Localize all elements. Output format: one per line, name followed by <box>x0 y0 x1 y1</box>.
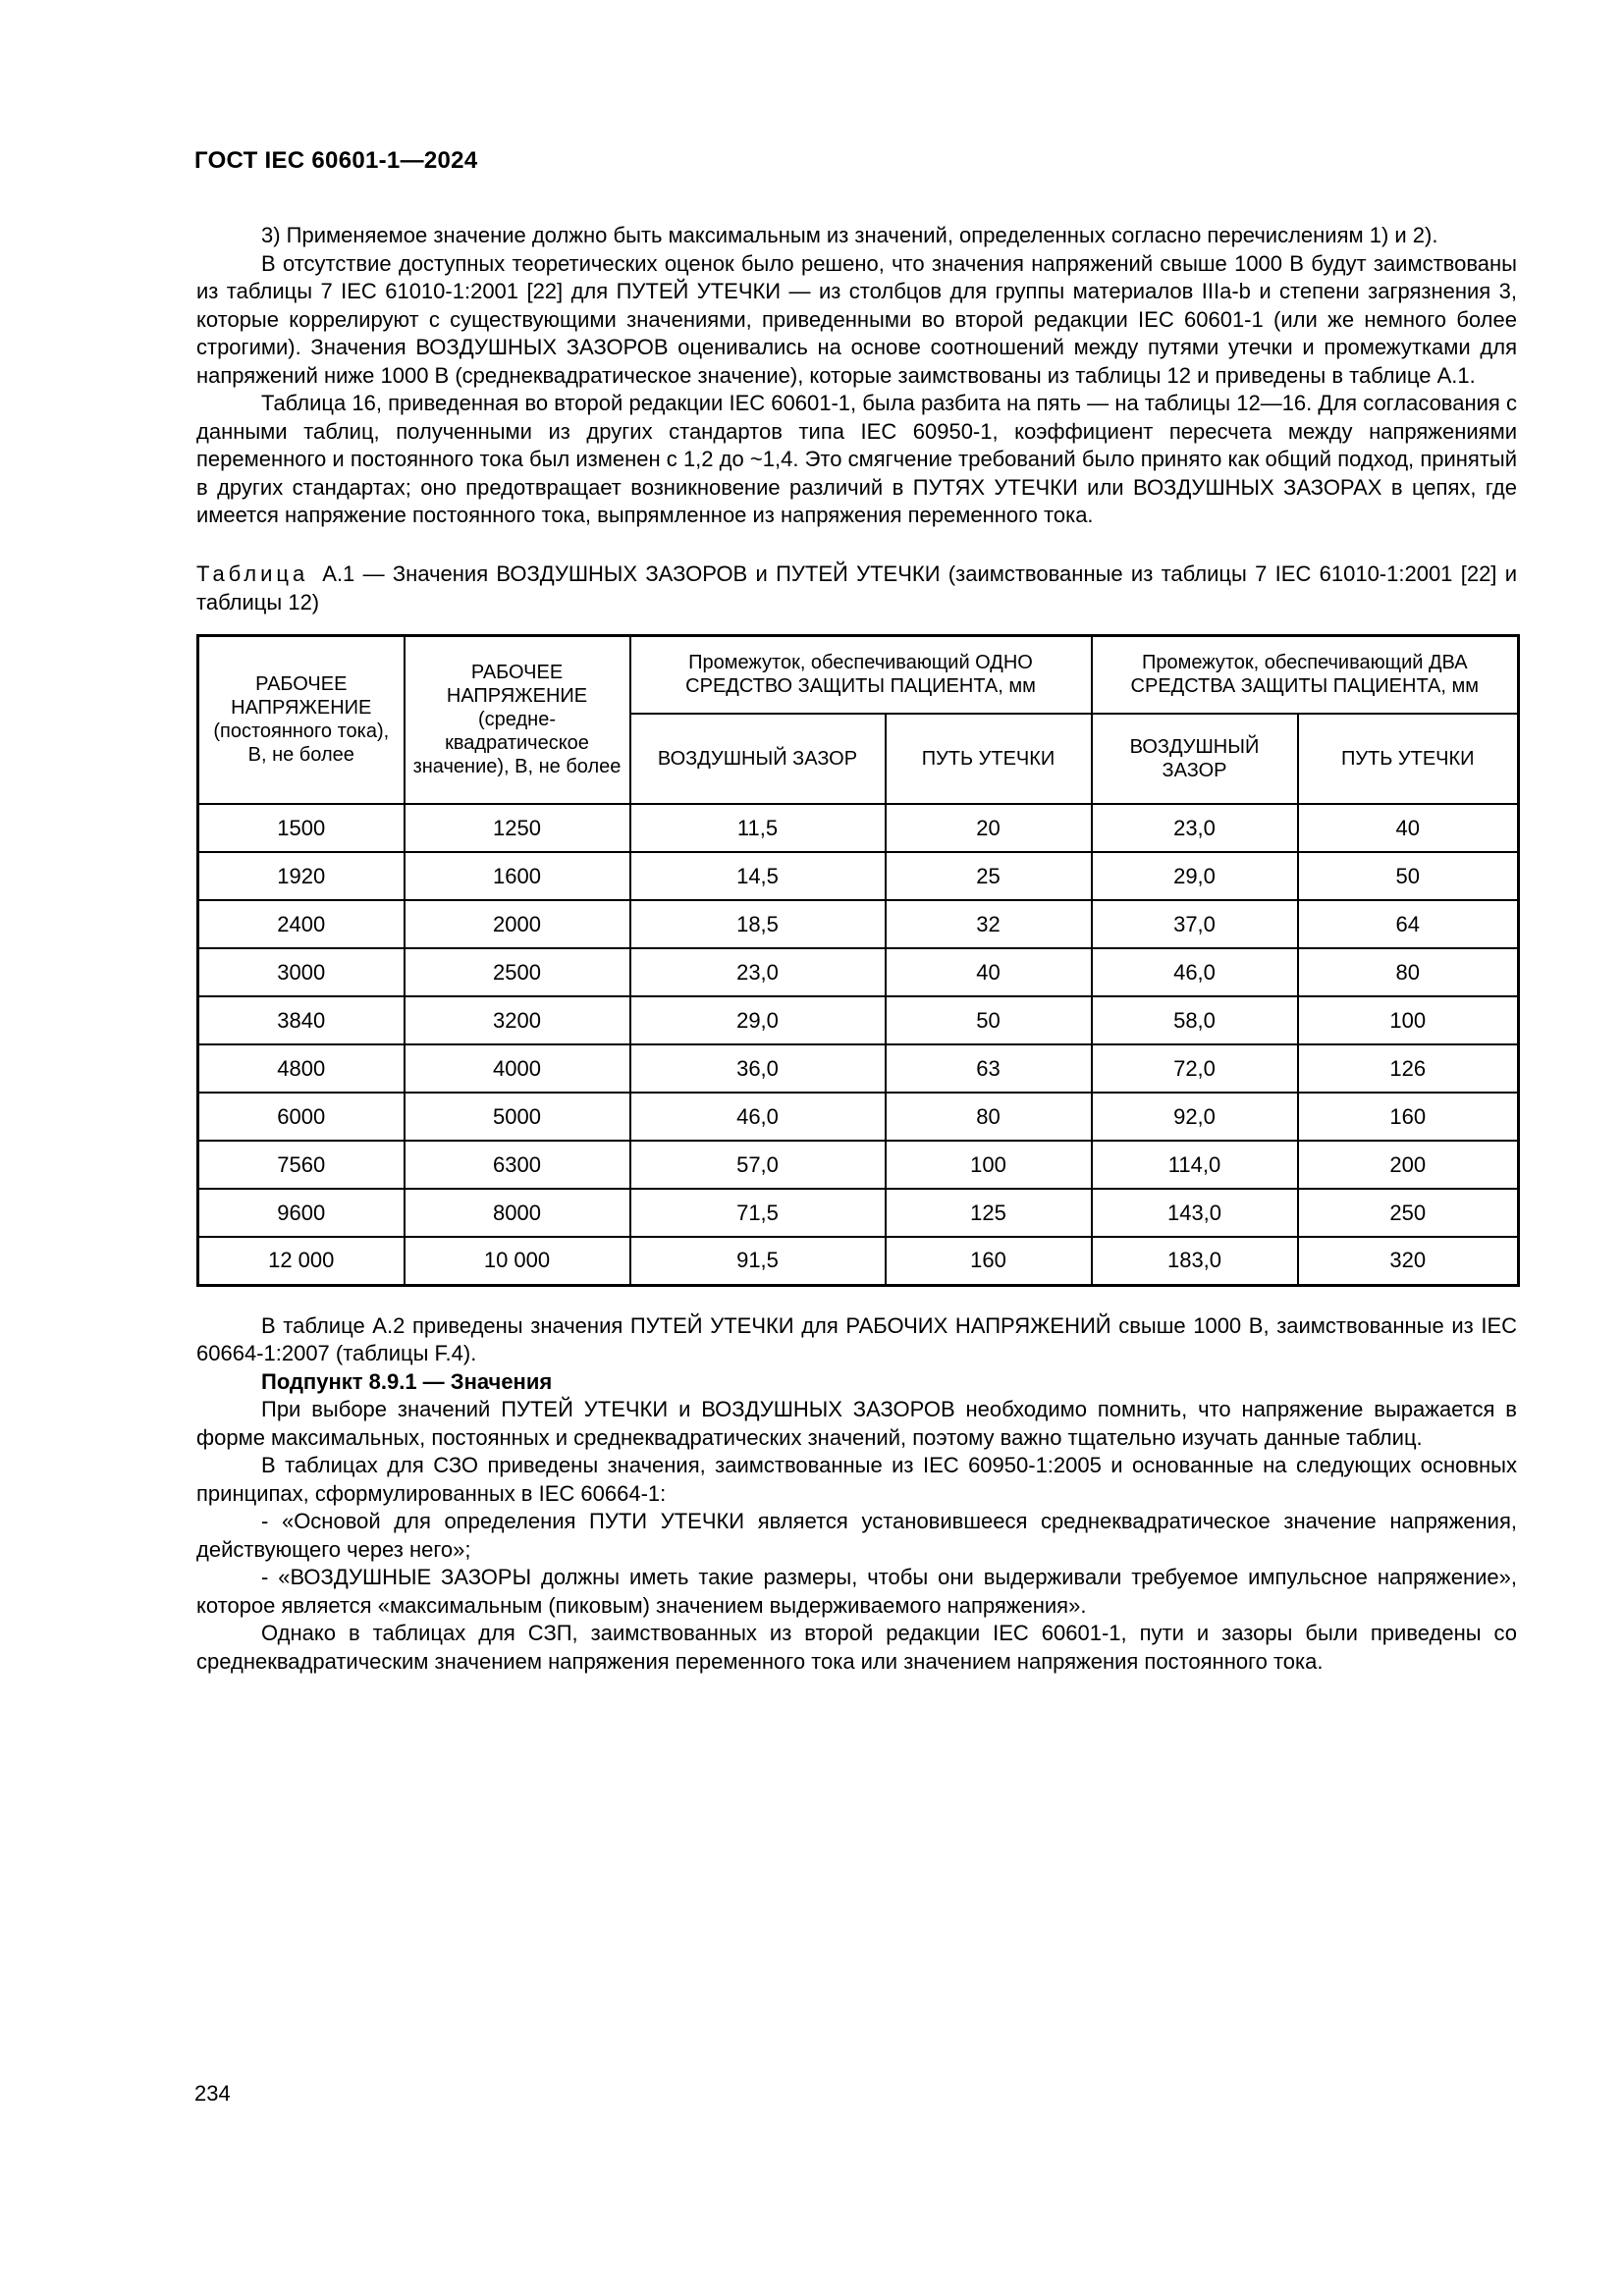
table-row <box>198 1237 1519 1285</box>
subheader-air-clearance-one: ВОЗДУШНЫЙ ЗАЗОР <box>630 714 886 804</box>
cell-dc-voltage: 2400 <box>198 900 405 948</box>
cell-dc-voltage: 9600 <box>198 1189 405 1237</box>
cell-air-clearance-two: 72,0 <box>1092 1044 1298 1093</box>
cell-air-clearance-one: 36,0 <box>630 1044 886 1093</box>
paragraph-voltage-sources: В отсутствие доступных теоретических оценок было решено, что значения напряжений свыше 1000 В будут заимствованы из таблицы 7 IEC 61010-1:2001 [22] для ПУТЕЙ УТЕЧКИ — из столбцов для группы материалов IIIa-b и степени загрязнения 3, которые коррелируют с существующими значениями, приведенными во второй редакции IEC 60601-1 (или же немного более строгими). Значения ВОЗДУШНЫХ ЗАЗОРОВ оценивались на основе соотношений между путями утечки и промежутками для напряжений ниже 1000 В (среднеквадратическое значение), которые заимствованы из таблицы 12 и приведены в таблице А.1. <box>196 250 1517 388</box>
group-header-one-means-of-protection: Промежуток, обеспечивающий ОДНО СРЕДСТВО ЗАЩИТЫ ПАЦИЕНТА, мм <box>630 635 1092 714</box>
table-row <box>198 804 1519 852</box>
cell-rms-voltage: 1250 <box>405 804 630 852</box>
paragraph-creepage-principle: - «Основой для определения ПУТИ УТЕЧКИ является установившееся среднеквадратическое значение напряжения, действующего через него»; <box>196 1509 1517 1562</box>
cell-air-clearance-two: 37,0 <box>1092 900 1298 948</box>
page-number: 234 <box>194 2081 231 2106</box>
table-row <box>198 852 1519 900</box>
table-caption <box>196 560 1517 616</box>
table-caption-text: А.1 — Значения ВОЗДУШНЫХ ЗАЗОРОВ и ПУТЕЙ УТЕЧКИ (заимствованные из таблицы 7 IEC 61010-1:2001 [22] и таблицы 12) <box>196 561 1517 614</box>
cell-creepage-one: 160 <box>886 1237 1092 1285</box>
cell-dc-voltage: 12 000 <box>198 1237 405 1285</box>
table-row <box>198 1141 1519 1189</box>
subheader-creepage-two: ПУТЬ УТЕЧКИ <box>1298 714 1519 804</box>
cell-creepage-one: 50 <box>886 996 1092 1044</box>
cell-rms-voltage: 1600 <box>405 852 630 900</box>
col-header-rms-working-voltage: РАБОЧЕЕ НАПРЯЖЕНИЕ (средне-квадратическое значение), В, не более <box>405 635 630 804</box>
table-header-row <box>198 635 1519 714</box>
table-row <box>198 1093 1519 1141</box>
cell-creepage-two: 80 <box>1298 948 1519 996</box>
col-header-dc-working-voltage: РАБОЧЕЕ НАПРЯЖЕНИЕ (постоянного тока), В, не более <box>198 635 405 804</box>
cell-creepage-two: 250 <box>1298 1189 1519 1237</box>
cell-creepage-one: 32 <box>886 900 1092 948</box>
cell-air-clearance-one: 14,5 <box>630 852 886 900</box>
cell-creepage-two: 100 <box>1298 996 1519 1044</box>
cell-rms-voltage: 10 000 <box>405 1237 630 1285</box>
cell-air-clearance-one: 18,5 <box>630 900 886 948</box>
cell-air-clearance-one: 46,0 <box>630 1093 886 1141</box>
paragraph-clearance-principle: - «ВОЗДУШНЫЕ ЗАЗОРЫ должны иметь такие размеры, чтобы они выдерживали требуемое импульсное напряжение», которое является «максимальным (пиковым) значением выдерживаемого напряжения». <box>196 1565 1517 1618</box>
table-row <box>198 1189 1519 1237</box>
paragraph-value-selection: При выборе значений ПУТЕЙ УТЕЧКИ и ВОЗДУШНЫХ ЗАЗОРОВ необходимо помнить, что напряжение выражается в форме максимальных, постоянных и среднеквадратических значений, поэтому важно тщательно изучать данные таблиц. <box>196 1397 1517 1450</box>
cell-rms-voltage: 5000 <box>405 1093 630 1141</box>
cell-creepage-two: 64 <box>1298 900 1519 948</box>
document-standard-number: ГОСТ IEC 60601-1—2024 <box>194 147 478 174</box>
cell-dc-voltage: 6000 <box>198 1093 405 1141</box>
cell-air-clearance-two: 23,0 <box>1092 804 1298 852</box>
cell-air-clearance-two: 58,0 <box>1092 996 1298 1044</box>
cell-creepage-two: 126 <box>1298 1044 1519 1093</box>
cell-air-clearance-one: 11,5 <box>630 804 886 852</box>
subheader-air-clearance-two: ВОЗДУШНЫЙ ЗАЗОР <box>1092 714 1298 804</box>
cell-air-clearance-two: 183,0 <box>1092 1237 1298 1285</box>
cell-air-clearance-one: 23,0 <box>630 948 886 996</box>
cell-air-clearance-one: 91,5 <box>630 1237 886 1285</box>
cell-rms-voltage: 6300 <box>405 1141 630 1189</box>
table-row <box>198 996 1519 1044</box>
cell-air-clearance-one: 71,5 <box>630 1189 886 1237</box>
cell-creepage-one: 125 <box>886 1189 1092 1237</box>
cell-dc-voltage: 7560 <box>198 1141 405 1189</box>
cell-dc-voltage: 4800 <box>198 1044 405 1093</box>
cell-creepage-two: 320 <box>1298 1237 1519 1285</box>
group-header-two-means-of-protection: Промежуток, обеспечивающий ДВА СРЕДСТВА ЗАЩИТЫ ПАЦИЕНТА, мм <box>1092 635 1519 714</box>
cell-creepage-two: 40 <box>1298 804 1519 852</box>
cell-creepage-one: 80 <box>886 1093 1092 1141</box>
table-row <box>198 1044 1519 1093</box>
cell-creepage-two: 200 <box>1298 1141 1519 1189</box>
cell-creepage-one: 20 <box>886 804 1092 852</box>
paragraph-list-item-3: 3) Применяемое значение должно быть максимальным из значений, определенных согласно перечислениям 1) и 2). <box>261 223 1438 247</box>
table-body <box>198 804 1519 1285</box>
table-caption-label: Таблица <box>196 561 309 586</box>
cell-air-clearance-one: 57,0 <box>630 1141 886 1189</box>
cell-air-clearance-two: 46,0 <box>1092 948 1298 996</box>
cell-dc-voltage: 3000 <box>198 948 405 996</box>
cell-air-clearance-one: 29,0 <box>630 996 886 1044</box>
cell-air-clearance-two: 29,0 <box>1092 852 1298 900</box>
table-header <box>198 635 1519 804</box>
cell-dc-voltage: 1920 <box>198 852 405 900</box>
page-content <box>196 222 1517 1676</box>
paragraph-mopp-tables: Однако в таблицах для СЗП, заимствованных из второй редакции IEC 60601-1, пути и зазоры были приведены со среднеквадратическим значением напряжения переменного тока или значением напряжения постоянного тока. <box>196 1621 1517 1674</box>
cell-air-clearance-two: 143,0 <box>1092 1189 1298 1237</box>
subheader-creepage-one: ПУТЬ УТЕЧКИ <box>886 714 1092 804</box>
paragraph-table-a2-note: В таблице А.2 приведены значения ПУТЕЙ УТЕЧКИ для РАБОЧИХ НАПРЯЖЕНИЙ свыше 1000 В, заимствованные из IEC 60664-1:2007 (таблицы F.4). <box>196 1312 1517 1365</box>
cell-creepage-one: 100 <box>886 1141 1092 1189</box>
table-a1-clearances-creepage <box>196 634 1520 1287</box>
cell-dc-voltage: 1500 <box>198 804 405 852</box>
subclause-heading-8-9-1: Подпункт 8.9.1 — Значения <box>261 1368 553 1394</box>
table-row <box>198 900 1519 948</box>
table-row <box>198 948 1519 996</box>
cell-creepage-two: 50 <box>1298 852 1519 900</box>
cell-creepage-one: 25 <box>886 852 1092 900</box>
cell-rms-voltage: 4000 <box>405 1044 630 1093</box>
cell-creepage-one: 63 <box>886 1044 1092 1093</box>
cell-rms-voltage: 3200 <box>405 996 630 1044</box>
cell-air-clearance-two: 114,0 <box>1092 1141 1298 1189</box>
paragraph-moop-tables: В таблицах для СЗО приведены значения, заимствованные из IEC 60950-1:2005 и основанные на следующих основных принципах, сформулированных в IEC 60664-1: <box>196 1453 1517 1506</box>
paragraph-table16-split: Таблица 16, приведенная во второй редакции IEC 60601-1, была разбита на пять — на таблицы 12—16. Для согласования с данными таблиц, полученными из других стандартов типа IEC 60950-1, коэффициент пересчета между напряжениями переменного и постоянного тока был изменен с 1,2 до ~1,4. Это смягчение требований было принято как общий подход, принятый в других стандартах; оно предотвращает возникновение различий в ПУТЯХ УТЕЧКИ или ВОЗДУШНЫХ ЗАЗОРАХ в цепях, где имеется напряжение постоянного тока, выпрямленное из напряжения переменного тока. <box>196 391 1517 527</box>
cell-rms-voltage: 2500 <box>405 948 630 996</box>
cell-rms-voltage: 2000 <box>405 900 630 948</box>
cell-dc-voltage: 3840 <box>198 996 405 1044</box>
cell-air-clearance-two: 92,0 <box>1092 1093 1298 1141</box>
cell-creepage-one: 40 <box>886 948 1092 996</box>
cell-creepage-two: 160 <box>1298 1093 1519 1141</box>
cell-rms-voltage: 8000 <box>405 1189 630 1237</box>
